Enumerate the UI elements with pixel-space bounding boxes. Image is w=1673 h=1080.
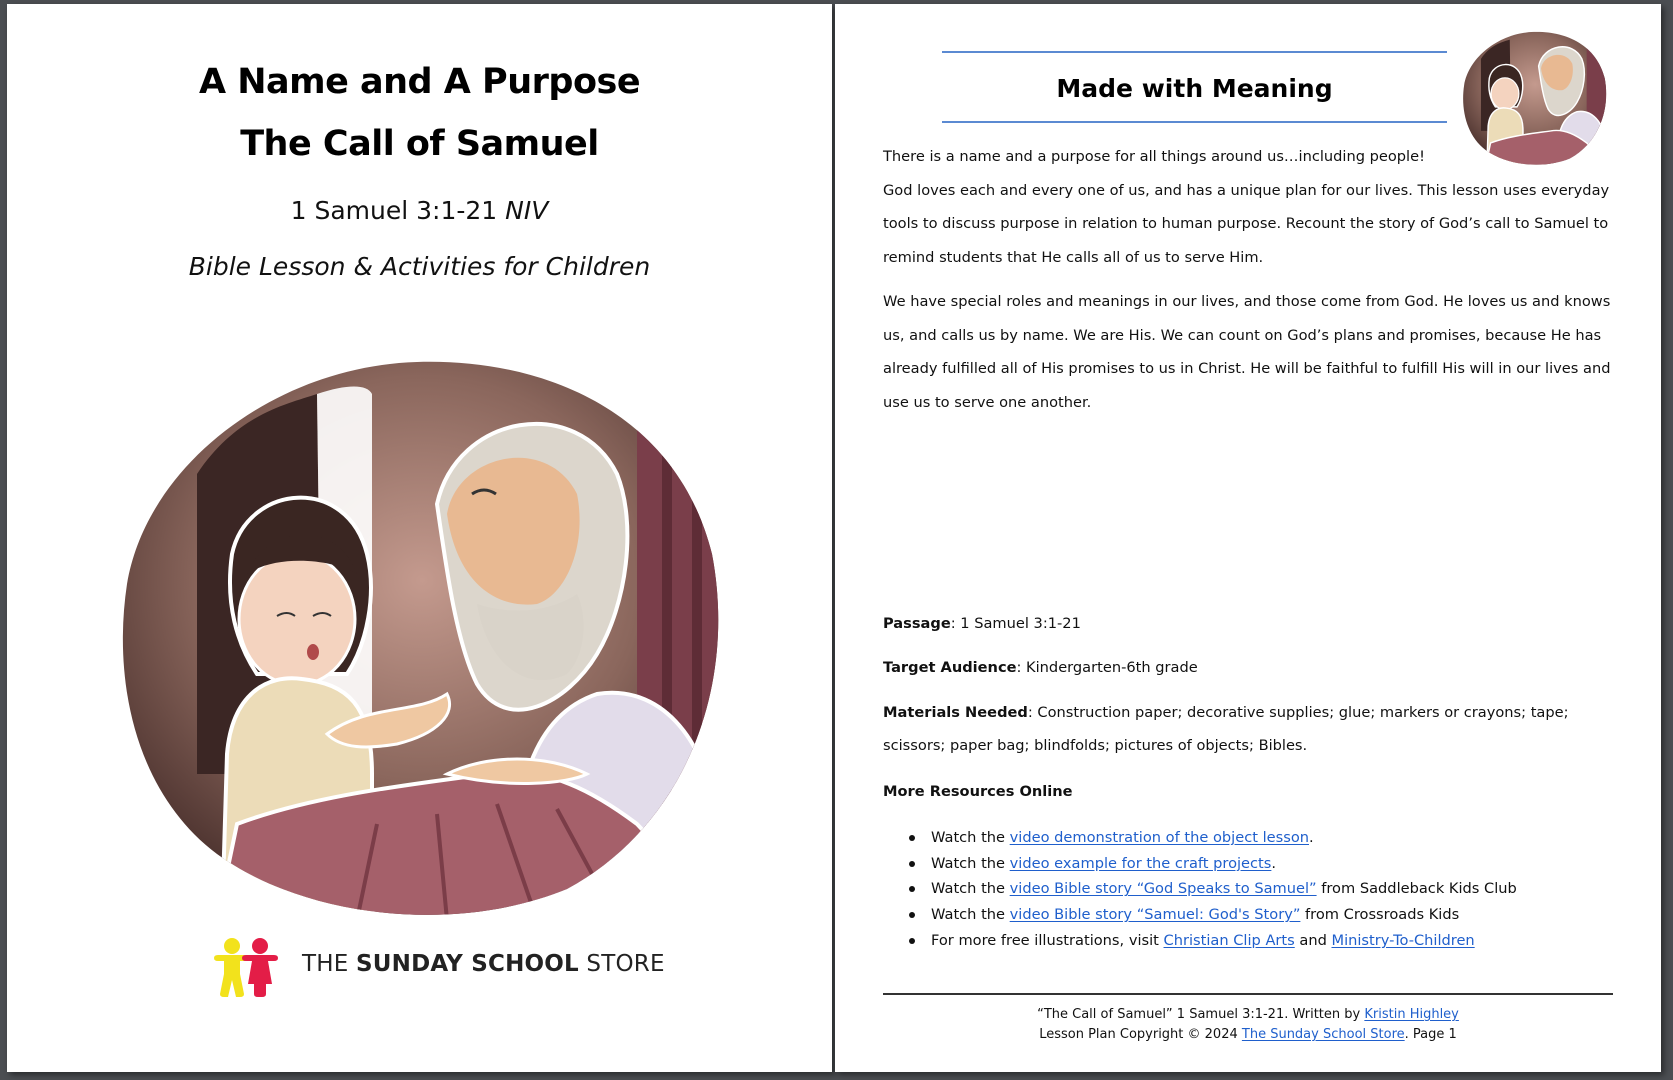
- cover-title-line-2: The Call of Samuel: [240, 124, 599, 164]
- intro-line-lead: There is a name and a purpose for all things around us…including people!: [883, 148, 1425, 165]
- logo-suffix: STORE: [586, 951, 665, 977]
- heading-rule-bottom: [942, 121, 1447, 123]
- footer-copyright: [883, 1026, 1613, 1044]
- object-lesson-video-link[interactable]: video demonstration of the object lesson: [1009, 829, 1309, 846]
- bullet-icon: [909, 912, 915, 918]
- cover-page: [7, 4, 832, 1072]
- footer-copyright-text: Lesson Plan Copyright © 2024: [1039, 1027, 1242, 1042]
- ministry-to-children-link[interactable]: Ministry-To-Children: [1331, 931, 1475, 949]
- cover-subtitle: Bible Lesson & Activities for Children: [188, 252, 651, 281]
- logo-prefix: THE: [302, 951, 349, 977]
- cover-title-line-1: A Name and A Purpose: [198, 62, 641, 102]
- author-link[interactable]: Kristin Highley: [1364, 1007, 1459, 1022]
- intro-line-roles: We have special roles and meanings in our lives, and those come from God. He loves us and knows us, and calls us by name. We are His. We can count on God’s plans and promises, because He has already fulfilled all of His promises to us in Christ. He will be faithful to fulfill His will in our lives and use us to serve one another.: [883, 293, 1611, 411]
- resource-item: [883, 876, 1643, 902]
- samuel-and-eli-illustration: [117, 354, 727, 920]
- footer-credit-text: “The Call of Samuel” 1 Samuel 3:1-21. Written by: [1037, 1007, 1365, 1022]
- page-number: . Page 1: [1404, 1027, 1457, 1042]
- resource-item: [883, 928, 1643, 954]
- logo-bold: SUNDAY SCHOOL: [356, 951, 579, 977]
- paper-doll-figures-icon: [210, 934, 290, 998]
- resource-item: [883, 851, 1643, 877]
- resource-text-after: from Saddleback Kids Club: [1316, 880, 1517, 898]
- resource-text-after: from Crossroads Kids: [1300, 906, 1460, 924]
- sunday-school-store-logo: [210, 934, 665, 998]
- passage-line: [883, 607, 1623, 640]
- logo-wordmark: [302, 951, 665, 977]
- bullet-icon: [909, 861, 915, 867]
- heading-rule-top: [942, 51, 1447, 53]
- scripture-passage: 1 Samuel 3:1-21: [290, 196, 498, 225]
- resources-heading: More Resources Online: [883, 783, 1073, 800]
- resource-text-after: .: [1309, 829, 1314, 846]
- christian-clip-arts-link[interactable]: Christian Clip Arts: [1163, 931, 1295, 949]
- intro-paragraph-1: [883, 140, 1623, 274]
- footer-credit: [883, 1006, 1613, 1024]
- resource-list: [883, 825, 1643, 953]
- materials-label: Materials Needed: [883, 704, 1028, 721]
- footer-rule: [883, 993, 1613, 995]
- audience-line: [883, 651, 1623, 684]
- audience-label: Target Audience: [883, 659, 1017, 676]
- resource-text: Watch the: [931, 880, 1010, 898]
- intro-line-body: God loves each and every one of us, and has a unique plan for our lives. This lesson uses everyday tools to discuss purpose in relation to human purpose. Recount the story of God’s call to Samuel to remind students that He calls all of us to serve Him.: [883, 181, 1610, 266]
- resource-text: Watch the: [931, 829, 1010, 846]
- resource-text-after: .: [1271, 854, 1277, 872]
- resource-item: [883, 902, 1643, 928]
- scripture-version: NIV: [505, 196, 549, 225]
- passage-label: Passage: [883, 615, 951, 632]
- materials-value: : Construction paper; decorative supplies; glue; markers or crayons; tape; scissors; paper bag; blindfolds; pictures of objects; Bibles.: [883, 704, 1569, 754]
- bullet-icon: [909, 835, 915, 841]
- store-link[interactable]: The Sunday School Store: [1241, 1027, 1405, 1042]
- materials-line: [883, 696, 1623, 762]
- bullet-icon: [909, 886, 915, 892]
- lesson-overview-page: [835, 4, 1661, 1072]
- resource-text-middle: and: [1294, 931, 1332, 949]
- crossroads-video-link[interactable]: video Bible story “Samuel: God's Story”: [1009, 906, 1301, 924]
- scripture-reference: [7, 196, 832, 225]
- resource-text: Watch the: [931, 906, 1010, 924]
- resource-text: Watch the: [931, 854, 1010, 872]
- resource-text: For more free illustrations, visit: [931, 931, 1164, 949]
- section-heading: Made with Meaning: [1056, 74, 1333, 103]
- intro-paragraph-2: [883, 285, 1623, 419]
- craft-video-link[interactable]: video example for the craft projects: [1009, 854, 1272, 872]
- saddleback-video-link[interactable]: video Bible story “God Speaks to Samuel”: [1009, 880, 1317, 898]
- audience-value: : Kindergarten-6th grade: [1016, 659, 1198, 676]
- bullet-icon: [909, 938, 915, 944]
- resource-item: [883, 825, 1643, 851]
- passage-value: : 1 Samuel 3:1-21: [950, 615, 1081, 632]
